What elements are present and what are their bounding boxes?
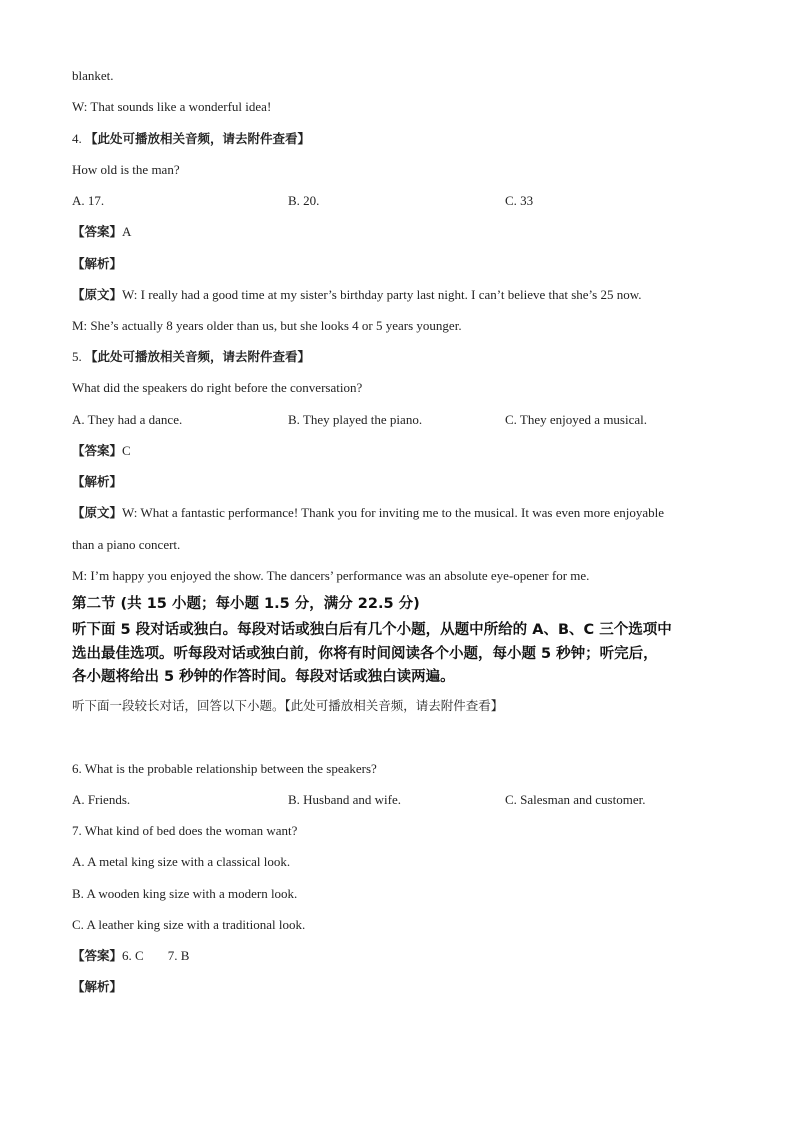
question-6-text: 6. What is the probable relationship between the speakers? xyxy=(72,761,377,776)
transcript-line: M: I’m happy you enjoyed the show. The dancers’ performance was an absolute eye-opener for me. xyxy=(72,568,590,583)
option-b: B. They played the piano. xyxy=(288,412,423,427)
section-2-instructions: 选出最佳选项。听每段对话或独白前，你将有时间阅读各个小题，每小题 5 秒钟；听完后， xyxy=(72,646,658,662)
option-c: C. A leather king size with a traditional look. xyxy=(72,917,306,932)
option-b: B. Husband and wife. xyxy=(288,792,402,807)
option-c: C. 33 xyxy=(505,193,534,208)
section-2-title: 第二节 (共 15 小题；每小题 1.5 分，满分 22.5 分) xyxy=(72,596,420,612)
question-number: 5. xyxy=(72,349,82,364)
question-7-text: 7. What kind of bed does the woman want? xyxy=(72,823,298,838)
listening-prompt[interactable]: 听下面一段较长对话，回答以下小题。【此处可播放相关音频，请去附件查看】 xyxy=(72,698,504,713)
option-b: B. 20. xyxy=(288,193,320,208)
answer-value: 7. B xyxy=(167,948,190,963)
option-a: A. A metal king size with a classical look. xyxy=(72,854,291,869)
answer-value: C xyxy=(122,443,131,458)
audio-placeholder[interactable]: 【此处可播放相关音频，请去附件查看】 xyxy=(85,131,311,146)
option-c: C. They enjoyed a musical. xyxy=(505,412,648,427)
transcript-line: 【原文】W: I really had a good time at my sister’s birthday party last night. I can’t believe that she’s 25 now. xyxy=(72,287,642,302)
analysis-tag: 【解析】 xyxy=(72,979,123,994)
answer-line xyxy=(72,443,131,459)
audio-placeholder[interactable]: 【此处可播放相关音频，请去附件查看】 xyxy=(85,349,311,364)
answer-line xyxy=(72,224,131,240)
transcript-tag: 【原文】 xyxy=(72,505,123,520)
option-a: A. Friends. xyxy=(72,792,131,807)
answer-tag: 【答案】 xyxy=(72,224,123,239)
text-line: W: That sounds like a wonderful idea! xyxy=(72,99,272,114)
text-line: blanket. xyxy=(72,68,114,83)
answer-value: 6. C xyxy=(122,948,144,963)
question-number: 4. xyxy=(72,131,82,146)
option-a: A. They had a dance. xyxy=(72,412,183,427)
transcript-tag: 【原文】 xyxy=(72,287,123,302)
transcript-line: M: She’s actually 8 years older than us, but she looks 4 or 5 years younger. xyxy=(72,318,462,333)
question-4-header xyxy=(72,131,310,147)
section-2-instructions: 各小题将给出 5 秒钟的作答时间。每段对话或独白读两遍。 xyxy=(72,669,455,685)
analysis-tag: 【解析】 xyxy=(72,474,123,489)
transcript-line: than a piano concert. xyxy=(72,537,181,552)
question-5-header xyxy=(72,349,310,365)
question-4-text: How old is the man? xyxy=(72,162,180,177)
transcript-line: 【原文】W: What a fantastic performance! Thank you for inviting me to the musical. It was even more enjoyable xyxy=(72,505,664,520)
section-2-instructions: 听下面 5 段对话或独白。每段对话或独白后有几个小题，从题中所给的 A、B、C 三个选项中 xyxy=(72,622,672,638)
option-b: B. A wooden king size with a modern look. xyxy=(72,886,298,901)
option-c: C. Salesman and customer. xyxy=(505,792,646,807)
analysis-tag: 【解析】 xyxy=(72,256,123,271)
answer-line xyxy=(72,948,189,964)
answer-tag: 【答案】 xyxy=(72,443,123,458)
answer-tag: 【答案】 xyxy=(72,948,123,963)
option-a: A. 17. xyxy=(72,193,105,208)
question-5-text: What did the speakers do right before the conversation? xyxy=(72,380,363,395)
answer-value: A xyxy=(122,224,132,239)
